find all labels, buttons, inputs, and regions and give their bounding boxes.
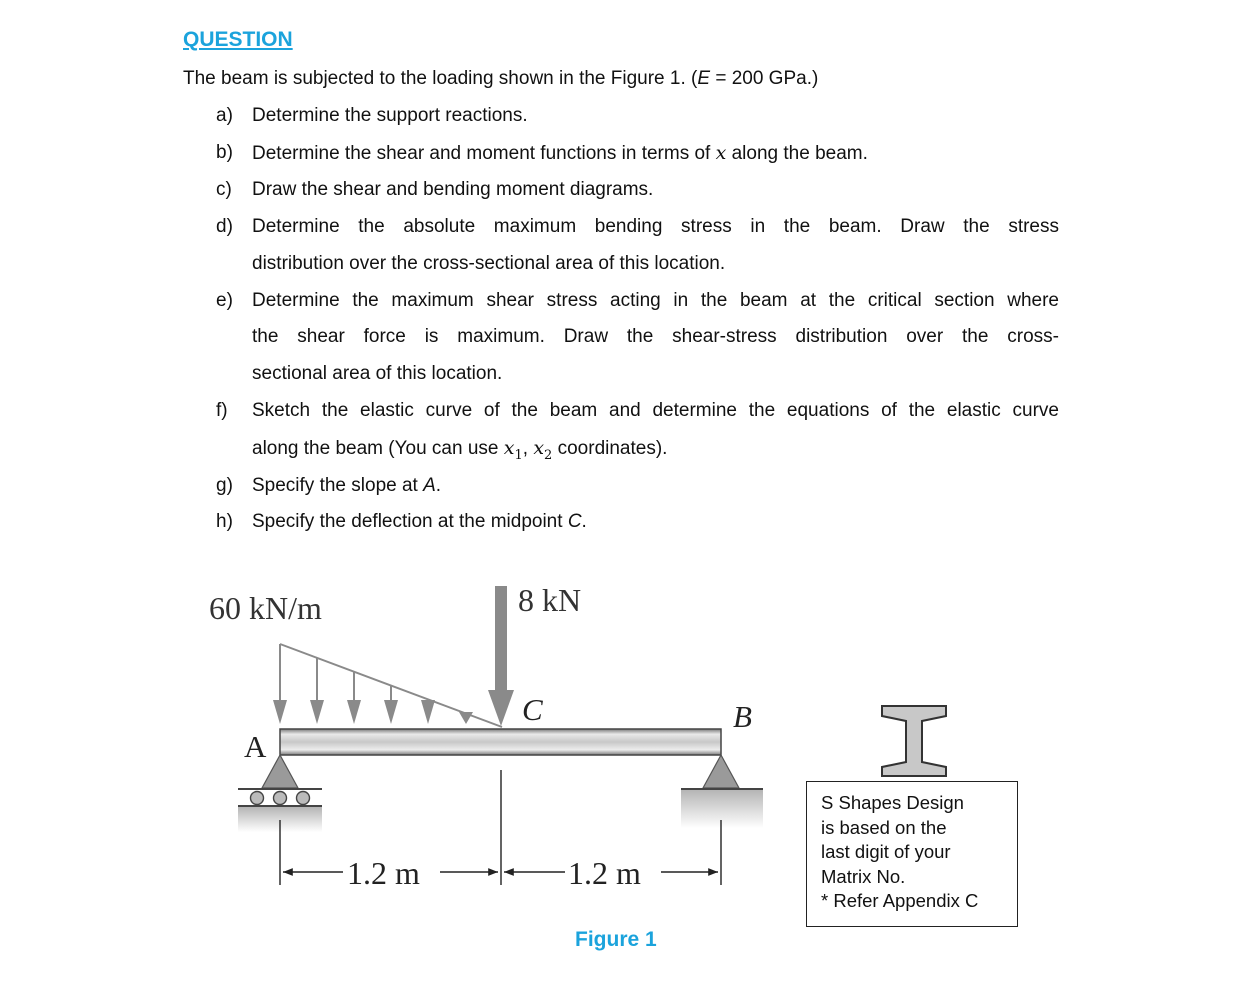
note-line-2: is based on the — [821, 816, 947, 838]
pin-support — [681, 755, 763, 828]
beam-figure — [0, 560, 1241, 940]
load-arrow-2 — [310, 700, 324, 724]
s-shape-section-icon — [882, 706, 946, 776]
question-f-label: f) — [216, 400, 228, 421]
question-g-pre: Specify the slope at — [252, 475, 424, 496]
intro-post: = 200 GPa.) — [710, 68, 819, 89]
question-e-label: e) — [216, 290, 233, 311]
question-heading: QUESTION — [183, 28, 293, 51]
dimension-right-label: 1.2 m — [568, 855, 641, 891]
dimension-left-label: 1.2 m — [347, 855, 420, 891]
question-h-pre: Specify the deflection at the midpoint — [252, 511, 568, 532]
question-f-line1: Sketch the elastic curve of the beam and determine the equations of the elastic curve — [252, 400, 1059, 421]
distributed-load — [273, 644, 502, 727]
question-e-line1: Determine the maximum shear stress acting in the beam at the critical section where — [252, 290, 1059, 311]
question-h-post: . — [581, 511, 587, 532]
point-a-label: A — [244, 729, 267, 764]
design-note-box — [806, 781, 1018, 927]
question-b-pre: Determine the shear and moment functions in terms of — [252, 143, 716, 164]
question-e-line2: the shear force is maximum. Draw the shear-stress distribution over the cross- — [252, 326, 1059, 347]
note-line-3: last digit of your — [821, 841, 951, 862]
point-a-ref: A — [423, 475, 436, 496]
question-d-label: d) — [216, 216, 233, 237]
question-d-line1: Determine the absolute maximum bending stress in the beam. Draw the stress — [252, 216, 1059, 237]
distributed-load-label: 60 kN/m — [209, 590, 322, 626]
question-f-line2 — [252, 437, 1059, 463]
point-c-ref: C — [567, 511, 582, 532]
question-f-pre: along the beam (You can use — [252, 438, 504, 459]
question-c-text: Draw the shear and bending moment diagrams. — [252, 179, 654, 200]
question-c-label: c) — [216, 179, 232, 200]
coord-separator: , — [522, 438, 534, 459]
point-load-label: 8 kN — [518, 582, 582, 618]
question-g-text — [252, 475, 1059, 497]
subscript-1: 1 — [514, 447, 523, 463]
question-d-line2: distribution over the cross-sectional area of this location. — [252, 253, 726, 274]
question-b-text — [252, 142, 1059, 165]
subscript-2: 2 — [544, 447, 553, 463]
load-arrow-6 — [459, 712, 473, 724]
question-g-post: . — [435, 475, 442, 496]
load-arrow-5 — [421, 700, 435, 724]
question-e-line3: sectional area of this location. — [252, 363, 503, 384]
intro-text — [183, 68, 818, 90]
question-b-label: b) — [216, 142, 233, 163]
figure-caption: Figure 1 — [575, 928, 657, 951]
load-arrow-4 — [384, 700, 398, 724]
load-arrow-3 — [347, 700, 361, 724]
variable-x: x — [715, 142, 727, 164]
question-h-text — [252, 511, 1059, 533]
question-a-label: a) — [216, 105, 233, 126]
note-line-1: S Shapes Design — [821, 792, 964, 813]
variable-x2: x — [533, 437, 545, 459]
point-c-label: C — [522, 692, 543, 727]
load-arrow-1 — [273, 700, 287, 724]
intro-pre: The beam is subjected to the loading shown in the Figure 1. ( — [183, 68, 698, 89]
modulus-symbol: E — [697, 68, 711, 89]
question-g-label: g) — [216, 475, 233, 496]
question-a-text: Determine the support reactions. — [252, 105, 528, 126]
note-line-4: Matrix No. — [821, 865, 906, 887]
beam — [280, 729, 721, 755]
note-line-5: * Refer Appendix C — [821, 890, 979, 911]
point-load — [488, 586, 514, 726]
variable-x1: x — [503, 437, 515, 459]
question-b-post: along the beam. — [726, 143, 868, 164]
question-h-label: h) — [216, 511, 233, 532]
question-f-post: coordinates). — [552, 438, 668, 459]
point-b-label: B — [733, 699, 752, 734]
